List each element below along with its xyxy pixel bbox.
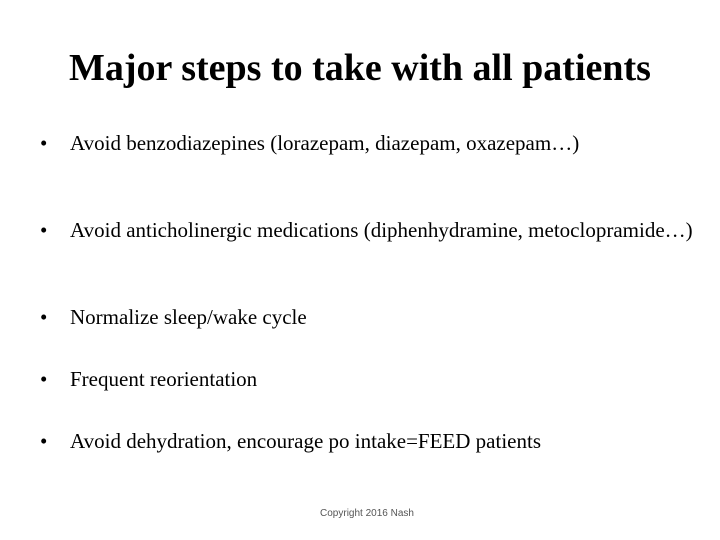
bullet-item [36,305,696,329]
bullet-item [36,367,696,391]
bullet-item [36,218,696,242]
slide-title: Major steps to take with all patients [69,47,651,89]
bullet-text: Avoid benzodiazepines (lorazepam, diazepam, oxazepam…) [70,131,580,155]
bullet-text: Avoid dehydration, encourage po intake=FEED patients [70,429,541,453]
bullet-marker: • [40,429,48,453]
copyright-footer: Copyright 2016 Nash [320,508,414,519]
bullet-marker: • [40,367,48,391]
bullet-marker: • [40,218,48,242]
bullet-text: Frequent reorientation [70,367,258,391]
bullet-text: Normalize sleep/wake cycle [70,305,307,329]
bullet-text: Avoid anticholinergic medications (diphenhydramine, metoclopramide…) [70,218,693,242]
bullet-marker: • [40,305,48,329]
bullet-marker: • [40,131,48,155]
bullet-item [36,429,696,453]
bullet-item [36,131,696,155]
